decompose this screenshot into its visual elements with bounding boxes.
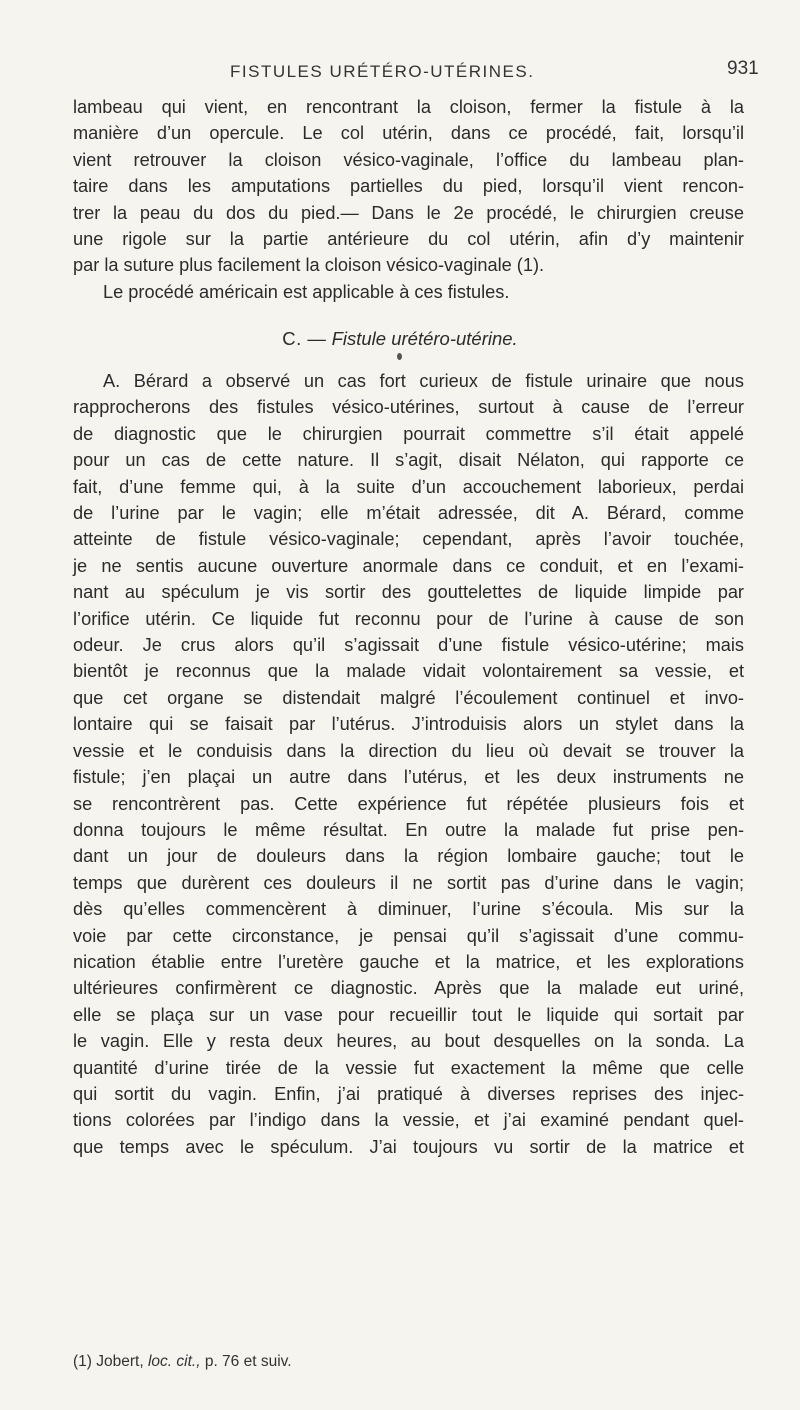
text-line: vient retrouver la cloison vésico-vaginale, l’office du lambeau plan- [73,149,744,170]
footnote-ref: loc. cit., [147,1353,201,1370]
text-line: que temps avec le spéculum. J’ai toujours vu sortir de la matrice et [73,1136,744,1157]
text-line: odeur. Je crus alors qu’il s’agissait d’une fistule vésico-utérine; mais [73,635,744,656]
text-line: manière d’un opercule. Le col utérin, dans ce procédé, fait, lorsqu’il [73,123,744,144]
page-number: 931 [727,58,759,79]
text-line: se rencontrèrent pas. Cette expérience fut répétée plusieurs fois et [73,793,744,814]
footnote-author: Jobert, [96,1353,144,1370]
footnote-pages: p. 76 et suiv. [204,1353,292,1370]
text-line: elle se plaça sur un vase pour recueillir tout le liquide qui sortait par [73,1004,744,1025]
text-line: lontaire qui se faisait par l’utérus. J’introduisis alors un stylet dans la [73,714,744,735]
text-line: nant au spéculum je vis sortir des gouttelettes de liquide limpide par [73,582,744,603]
text-line: lambeau qui vient, en rencontrant la cloison, fermer la fistule à la [73,97,744,117]
text-line: de diagnostic que le chirurgien pourrait commettre s’il était appelé [73,423,744,444]
text-line: nication établie entre l’uretère gauche et la matrice, et les explorations [73,951,744,972]
text-line: ultérieures confirmèrent ce diagnostic. Après que la malade eut uriné, [73,978,744,999]
ink-dot [397,353,402,360]
text-line: taire dans les amputations partielles du pied, lorsqu’il vient rencon- [73,176,744,197]
text-line: dant un jour de douleurs dans la région lombaire gauche; tout le [73,846,744,867]
text-line: pour un cas de cette nature. Il s’agit, disait Nélaton, qui rapporte ce [73,450,744,471]
text-line: temps que durèrent ces douleurs il ne sortit pas d’urine dans le vagin; [73,872,744,893]
text-line: bientôt je reconnus que la malade vidait volontairement sa vessie, et [73,661,744,682]
text-line: qui sortit du vagin. Enfin, j’ai pratiqué à diverses reprises des injec- [73,1083,744,1104]
text-line: de l’urine par le vagin; elle m’était adressée, dit A. Bérard, comme [73,503,744,524]
text-line: vessie et le conduisis dans la direction du lieu où devait se trouver la [73,740,744,761]
section-label: C. — [282,328,327,349]
section-heading [0,328,800,350]
text-line: par la suture plus facilement la cloison vésico-vaginale (1). [73,255,545,276]
text-line: le vagin. Elle y resta deux heures, au bout desquelles on la sonda. La [73,1031,744,1052]
running-title: FISTULES URÉTÉRO-UTÉRINES. [230,62,535,81]
text-line: je ne sentis aucune ouverture anormale dans ce conduit, et en l’exami- [73,555,744,576]
text-line: quantité d’urine tirée de la vessie fut exactement la même que celle [73,1057,744,1078]
text-line: fait, d’une femme qui, à la suite d’un accouchement laborieux, perdai [73,476,744,497]
text-line: que cet organe se distendait malgré l’écoulement continuel et invo- [73,687,744,708]
text-line: atteinte de fistule vésico-vaginale; cependant, après l’avoir touchée, [73,529,744,550]
text-line: rapprocherons des fistules vésico-utérines, surtout à cause de l’erreur [73,397,744,418]
text-line: voie par cette circonstance, je pensai qu’il s’agissait d’une commu- [73,925,744,946]
text-line: fistule; j’en plaçai un autre dans l’utérus, et les deux instruments ne [73,767,744,788]
page-header [0,58,800,86]
paragraph-continuation [73,94,744,305]
footnote [73,1353,292,1371]
footnote-marker: (1) [73,1353,92,1370]
text-line: tions colorées par l’indigo dans la vessie, et j’ai examiné pendant quel- [73,1110,744,1131]
text-line: A. Bérard a observé un cas fort curieux de fistule urinaire que nous [103,371,744,391]
text-line: dès qu’elles commencèrent à diminuer, l’urine s’écoula. Mis sur la [73,899,744,920]
section-title: Fistule urétéro-utérine. [331,328,518,349]
text-line: l’orifice utérin. Ce liquide fut reconnu pour de l’urine à cause de son [73,608,744,629]
text-line: donna toujours le même résultat. En outre la malade fut prise pen- [73,819,744,840]
paragraph-berard-case [73,368,744,1160]
text-line: trer la peau du dos du pied.— Dans le 2e procédé, le chirurgien creuse [73,202,744,223]
text-line: une rigole sur la partie antérieure du col utérin, afin d’y maintenir [73,229,744,250]
text-line: Le procédé américain est applicable à ces fistules. [103,281,510,302]
